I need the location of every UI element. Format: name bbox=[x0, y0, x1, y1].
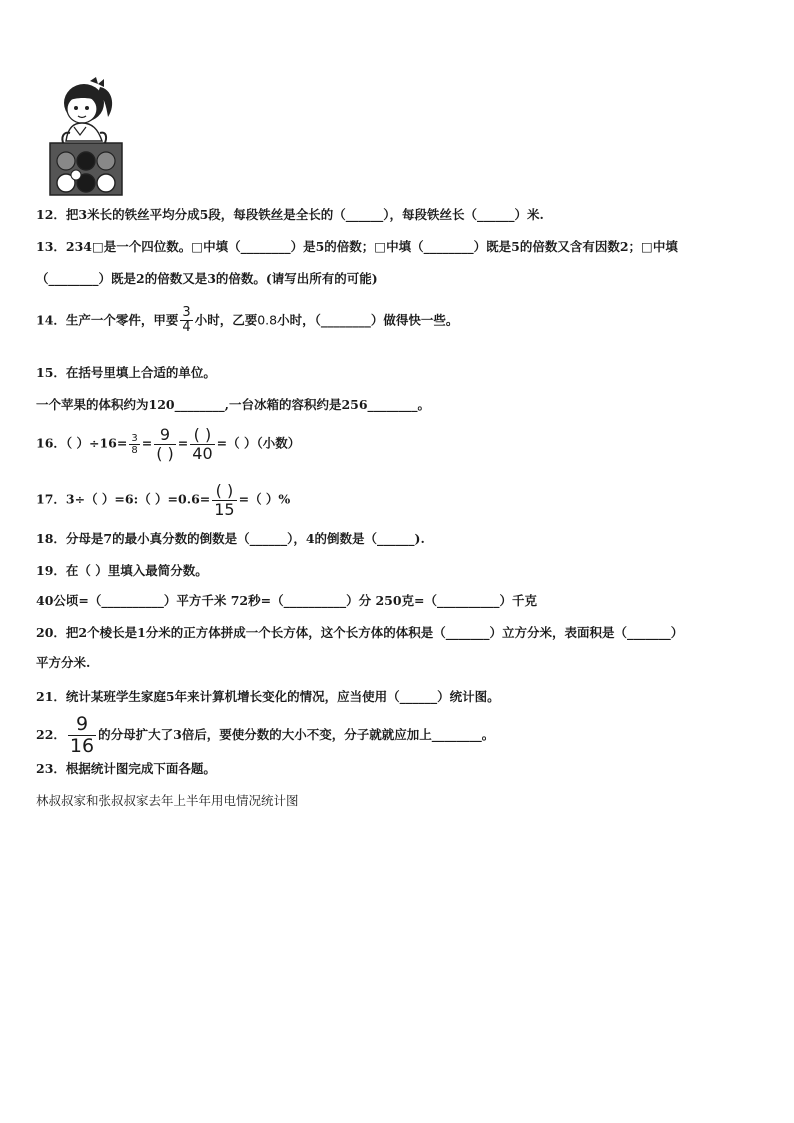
question-18: 18．分母是7的最小真分数的倒数是（______），4的倒数是（______). bbox=[36, 531, 425, 546]
question-22-post: 的分母扩大了3倍后，要使分数的大小不变，分子就就应加上________。 bbox=[98, 726, 495, 742]
question-14-pre: 14．生产一个零件，甲要 bbox=[36, 312, 179, 328]
question-17 bbox=[36, 482, 290, 518]
fraction-numerator: ( ) bbox=[212, 482, 236, 501]
question-17-post: =（ ）% bbox=[238, 491, 291, 507]
fraction-3-8 bbox=[129, 433, 139, 456]
fraction-three-quarters bbox=[180, 306, 192, 336]
question-14-post: 小时，（________）做得快一些。 bbox=[277, 312, 459, 328]
question-20-line1: 20．把2个棱长是1分米的正方体拼成一个长方体，这个长方体的体积是（_______）立方分米，表面积是（_______） bbox=[36, 625, 684, 640]
question-19-body: 40公顷=（__________）平方千米 72秒=（__________）分 250克=（__________）千克 bbox=[36, 593, 538, 608]
question-20-line2: 平方分米. bbox=[36, 655, 91, 670]
fraction-denominator: ( ) bbox=[156, 443, 174, 463]
question-14-mid: 小时，乙要 bbox=[194, 312, 258, 328]
question-13-line1: 13．234□是一个四位数。□中填（________）是5的倍数；□中填（________）既是5的倍数又含有因数2；□中填 bbox=[36, 239, 678, 254]
question-22 bbox=[36, 714, 494, 757]
question-16 bbox=[36, 426, 300, 462]
equals-sign: = bbox=[177, 435, 189, 451]
question-14 bbox=[36, 306, 458, 336]
chart-caption: 林叔叔家和张叔叔家去年上半年用电情况统计图 bbox=[36, 793, 299, 808]
fraction-numerator: ( ) bbox=[190, 426, 214, 445]
fraction-denominator: 40 bbox=[192, 443, 213, 463]
fraction-denominator: 16 bbox=[69, 734, 95, 757]
fraction-blank-15 bbox=[212, 482, 236, 518]
fraction-numerator: 3 bbox=[131, 432, 138, 444]
fraction-numerator: 9 bbox=[68, 714, 96, 736]
fraction-denominator: 15 bbox=[214, 499, 235, 519]
question-13-line2: （________）既是2的倍数又是3的倍数。(请写出所有的可能) bbox=[36, 271, 378, 286]
fraction-numerator: 9 bbox=[154, 426, 176, 445]
fraction-9-blank bbox=[154, 426, 176, 462]
question-22-pre: 22． bbox=[36, 726, 66, 742]
question-23: 23．根据统计图完成下面各题。 bbox=[36, 761, 216, 776]
question-16-post: =（ ）（小数） bbox=[216, 435, 301, 451]
fraction-denominator: 4 bbox=[182, 320, 191, 336]
question-15-title: 15．在括号里填上合适的单位。 bbox=[36, 365, 216, 380]
fraction-numerator: 3 bbox=[182, 305, 191, 320]
question-16-pre: 16．（ ）÷16= bbox=[36, 435, 128, 451]
equals-sign: = bbox=[141, 435, 153, 451]
question-19-title: 19．在（ ）里填入最简分数。 bbox=[36, 563, 208, 578]
fraction-denominator: 8 bbox=[131, 444, 138, 456]
question-21: 21．统计某班学生家庭5年来计算机增长变化的情况，应当使用（______）统计图。 bbox=[36, 689, 500, 704]
fraction-9-16 bbox=[68, 714, 96, 757]
question-15-body: 一个苹果的体积约为120________,一台冰箱的容积约是256________。 bbox=[36, 397, 431, 412]
question-17-pre: 17．3÷（ ）=6:（ ）=0.6= bbox=[36, 491, 211, 507]
question-12: 12．把3米长的铁丝平均分成5段，每段铁丝是全长的（______），每段铁丝长（______）米. bbox=[36, 207, 544, 222]
girl-with-box-illustration bbox=[46, 75, 126, 199]
question-14-value: 0.8 bbox=[257, 312, 278, 328]
fraction-blank-40 bbox=[190, 426, 214, 462]
